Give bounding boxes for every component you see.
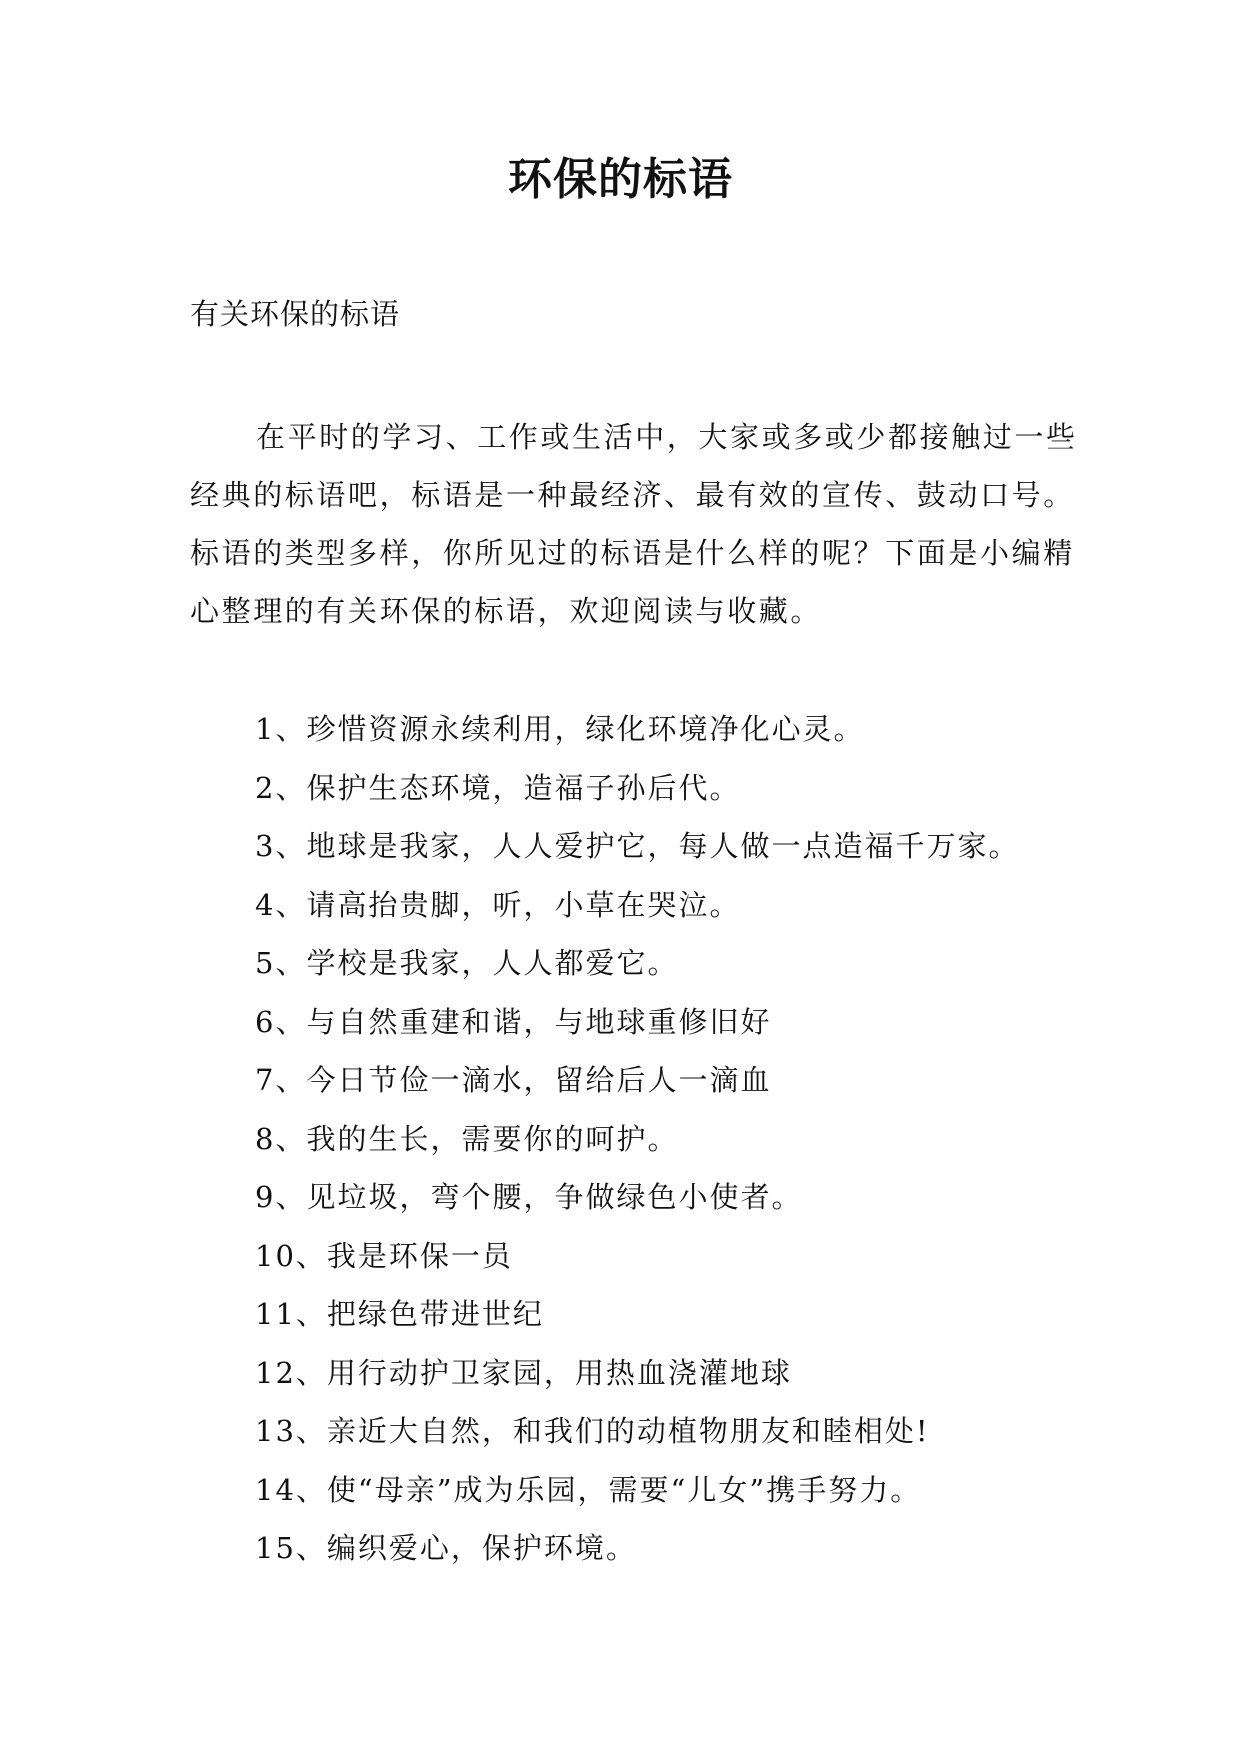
document-title: 环保的标语 <box>508 154 733 205</box>
slogan-item: 11、把绿色带进世纪 <box>255 1297 544 1331</box>
slogan-item: 2、保护生态环境，造福子孙后代。 <box>255 770 741 805</box>
slogan-list <box>255 700 1155 1578</box>
slogan-item: 6、与自然重建和谐，与地球重修旧好 <box>255 1004 772 1039</box>
slogan-item: 3、地球是我家，人人爱护它，每人做一点造福千万家。 <box>255 829 1020 863</box>
slogan-item: 15、编织爱心，保护环境。 <box>255 1531 637 1565</box>
slogan-item: 8、我的生长，需要你的呵护。 <box>255 1121 679 1156</box>
slogan-item: 10、我是环保一员 <box>255 1238 513 1273</box>
slogan-item: 13、亲近大自然，和我们的动植物朋友和睦相处! <box>255 1414 930 1448</box>
slogan-item: 4、请高抬贵脚，听，小草在哭泣。 <box>255 887 741 922</box>
slogan-item: 14、使“母亲”成为乐园，需要“儿女”携手努力。 <box>255 1472 922 1507</box>
intro-paragraph: 在平时的学习、工作或生活中，大家或多或少都接触过一些经典的标语吧，标语是一种最经济、最有效的宣传、鼓动口号。标语的类型多样，你所见过的标语是什么样的呢？下面是小编精心整理的有关环保的标语，欢迎阅读与收藏。 <box>190 420 1078 628</box>
slogan-item: 12、用行动护卫家园，用热血浇灌地球 <box>255 1355 792 1390</box>
document-subtitle: 有关环保的标语 <box>190 297 401 331</box>
slogan-item: 5、学校是我家，人人都爱它。 <box>255 946 679 980</box>
slogan-item: 9、见垃圾，弯个腰，争做绿色小使者。 <box>255 1180 803 1214</box>
slogan-item: 1、珍惜资源永续利用，绿化环境净化心灵。 <box>255 712 865 746</box>
slogan-item: 7、今日节俭一滴水，留给后人一滴血 <box>255 1063 772 1097</box>
